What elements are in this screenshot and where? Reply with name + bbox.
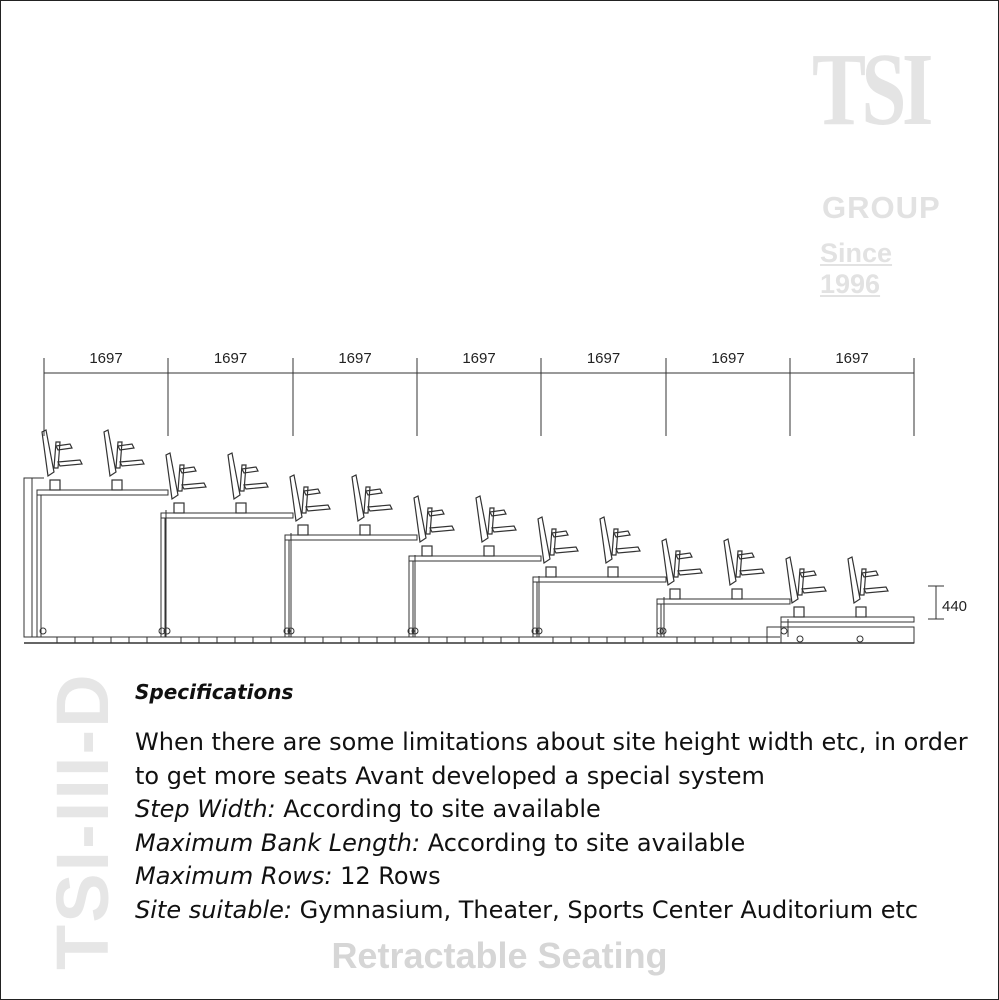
step-width-label: 1697 (586, 350, 621, 367)
seat-backrest (104, 430, 116, 476)
model-code-watermark: TSI-III-D (41, 672, 124, 970)
rear-wall (24, 478, 32, 637)
spec-site-suitable: Site suitable: Gymnasium, Theater, Sports Center Auditorium etc (135, 895, 919, 924)
seat-backrest (290, 475, 302, 521)
seat-armrest (614, 531, 630, 537)
seat (42, 430, 82, 490)
seat-pedestal (794, 607, 804, 617)
seat-armrest (180, 467, 196, 473)
seat-row (42, 430, 888, 617)
seat-armrest (740, 569, 764, 575)
dimension-labels (89, 350, 967, 615)
front-wheel (797, 636, 803, 642)
seat (414, 496, 454, 556)
seat-pedestal (608, 567, 618, 577)
seat-pedestal (422, 546, 432, 556)
seat-armrest (554, 547, 578, 553)
seat-pedestal (732, 589, 742, 599)
seat-armrest (800, 571, 816, 577)
seat (848, 557, 888, 617)
seat-armrest (802, 587, 826, 593)
step-width-label: 1697 (338, 350, 372, 367)
step-width-label: 1697 (711, 350, 745, 367)
seat-armrest (552, 531, 568, 537)
seat-pedestal (484, 546, 494, 556)
product-name-footer: Retractable Seating (331, 935, 668, 976)
specifications-title: Specifications (135, 680, 294, 704)
tier-deck (533, 577, 666, 582)
seat (600, 517, 640, 577)
specifications-description: When there are some limitations about site height width etc, in order to get more seats Avant developed a special system (135, 728, 968, 790)
seat-pedestal (174, 503, 184, 513)
seat-armrest (242, 467, 258, 473)
seat-backrest (786, 557, 798, 603)
seat-armrest (864, 587, 888, 593)
seat-backrest (724, 539, 736, 585)
seat-pedestal (856, 607, 866, 617)
seat (538, 517, 578, 577)
seat-pedestal (50, 480, 60, 490)
seat (476, 496, 516, 556)
seat-backrest (42, 430, 54, 476)
seat-backrest (228, 453, 240, 499)
spec-step-width: Step Width: According to site available (135, 795, 601, 823)
seat-armrest (56, 444, 72, 450)
seat-backrest (352, 475, 364, 521)
seat (290, 475, 330, 535)
seat-armrest (368, 505, 392, 511)
seat (724, 539, 764, 599)
seat-pedestal (112, 480, 122, 490)
seat (662, 539, 702, 599)
seat-armrest (120, 460, 144, 466)
seat-armrest (676, 553, 692, 559)
specifications-block (135, 680, 985, 927)
seat-pedestal (670, 589, 680, 599)
seat-armrest (306, 505, 330, 511)
front-wheel (857, 636, 863, 642)
step-width-label: 1697 (89, 350, 123, 367)
step-width-label: 1697 (835, 350, 869, 367)
spec-max-bank-length: Maximum Bank Length: According to site available (135, 828, 746, 857)
seat-armrest (490, 510, 506, 516)
tier-deck (161, 513, 293, 518)
seat-armrest (182, 483, 206, 489)
seat-armrest (58, 460, 82, 466)
seat-pedestal (546, 567, 556, 577)
seat-armrest (118, 444, 134, 450)
seat (166, 453, 206, 513)
seat (228, 453, 268, 513)
tier-deck (37, 490, 168, 495)
tier-deck (285, 535, 417, 540)
seat-backrest (848, 557, 860, 603)
seat-armrest (428, 510, 444, 516)
step-width-label: 1697 (462, 350, 496, 367)
seat-backrest (662, 539, 674, 585)
seat-pedestal (298, 525, 308, 535)
seat (352, 475, 392, 535)
step-width-label: 1697 (213, 350, 248, 367)
seat-armrest (492, 526, 516, 532)
seat-backrest (476, 496, 488, 542)
seat-armrest (738, 553, 754, 559)
tier-wheel (781, 628, 787, 634)
seat-armrest (430, 526, 454, 532)
tsi-logo-watermark: TSI (812, 32, 929, 147)
rise-label: 440 (942, 598, 968, 615)
seat-armrest (366, 489, 382, 495)
group-watermark: GROUP (822, 190, 941, 225)
seat (786, 557, 826, 617)
seat-armrest (862, 571, 878, 577)
tier-deck (409, 556, 541, 561)
seat-backrest (600, 517, 612, 563)
dimension-lines (44, 358, 944, 619)
seat-armrest (244, 483, 268, 489)
front-deck (781, 617, 914, 622)
tier-structure (24, 478, 914, 643)
spec-max-rows: Maximum Rows: 12 Rows (135, 862, 441, 890)
seat-armrest (616, 547, 640, 553)
front-base (767, 627, 914, 643)
seat-armrest (678, 569, 702, 575)
seat-pedestal (236, 503, 246, 513)
seat (104, 430, 144, 490)
seat-armrest (304, 489, 320, 495)
tier-deck (657, 599, 790, 604)
seat-pedestal (360, 525, 370, 535)
since-watermark: Since 1996 (820, 238, 893, 299)
